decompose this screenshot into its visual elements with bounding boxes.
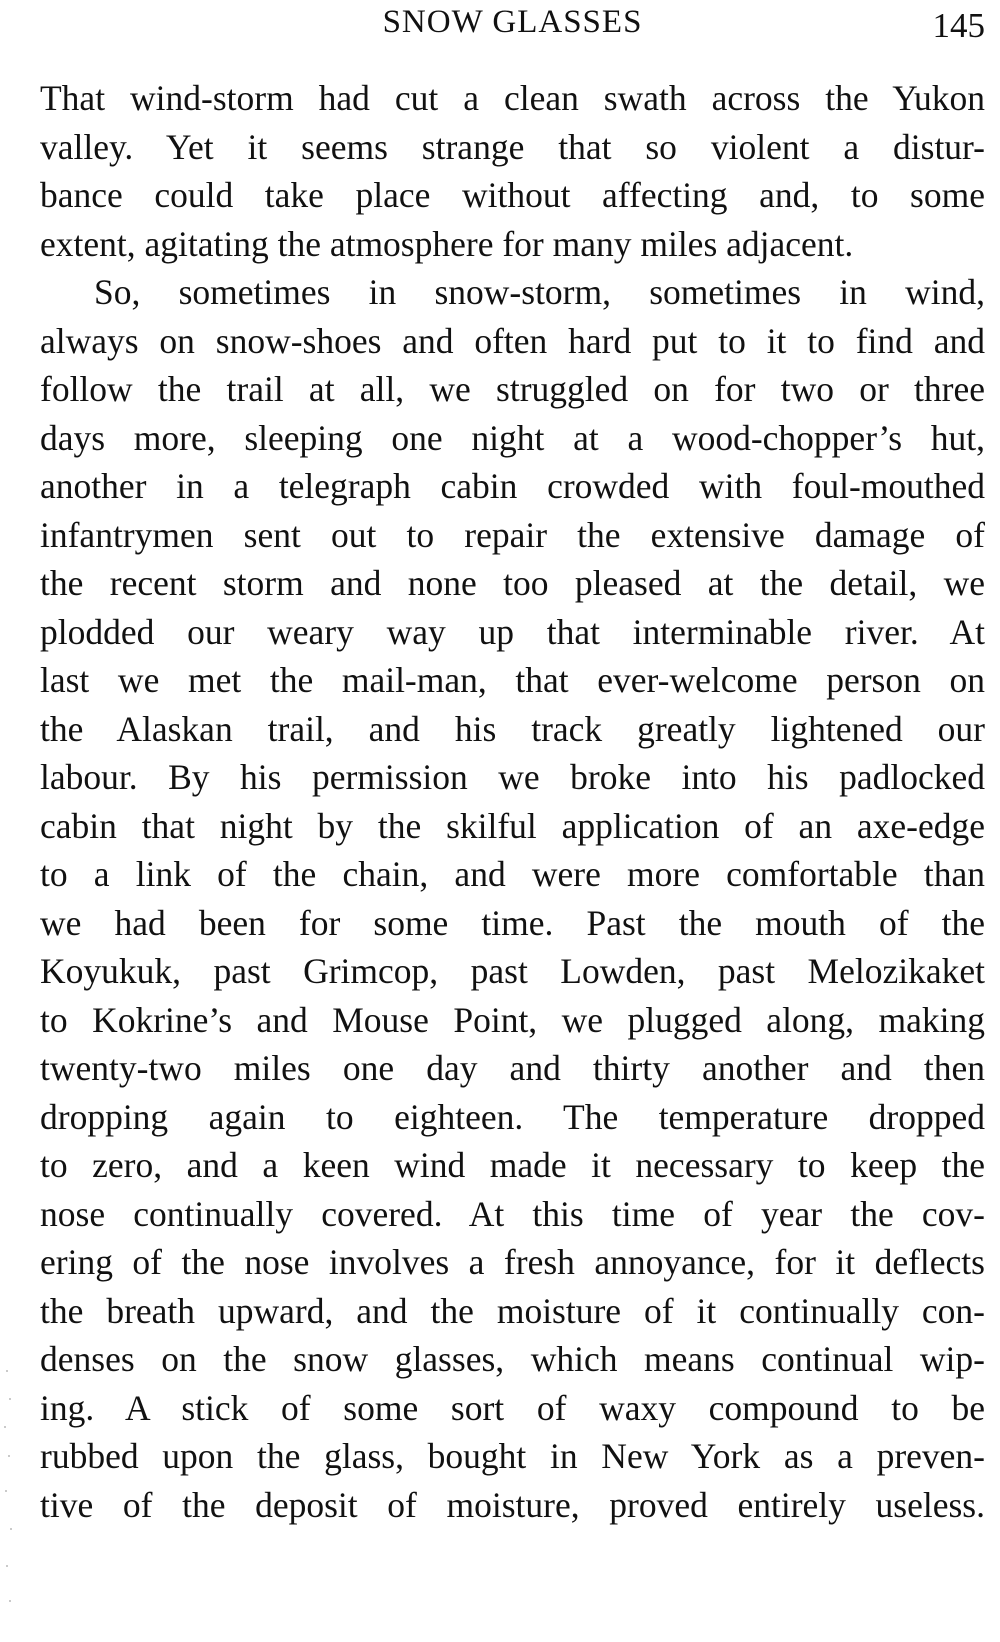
text-line: valley. Yet it seems strange that so violent a distur- xyxy=(40,126,985,167)
text-line: last we met the mail-man, that ever-welcome person on xyxy=(40,660,985,700)
text-line: extent, agitating the atmosphere for many miles adjacent. xyxy=(40,223,854,264)
text-line: the Alaskan trail, and his track greatly lightened our xyxy=(40,708,985,749)
text-line: labour. By his permission we broke into his padlocked xyxy=(40,757,985,797)
text-line: always on snow-shoes and often hard put to it to find and xyxy=(40,320,985,361)
text-line: to zero, and a keen wind made it necessary to keep the xyxy=(40,1145,985,1185)
page-header xyxy=(40,0,985,52)
text-line: So, sometimes in snow-storm, sometimes in wind, xyxy=(94,272,985,312)
running-title: SNOW GLASSES xyxy=(382,4,643,40)
text-line: ing. A stick of some sort of waxy compound to be xyxy=(40,1387,985,1428)
text-line: cabin that night by the skilful application of an axe-edge xyxy=(40,805,985,846)
text-line: days more, sleeping one night at a wood-chopper’s hut, xyxy=(40,417,985,458)
text-line: to a link of the chain, and were more comfortable than xyxy=(40,854,985,894)
text-line: bance could take place without affecting and, to some xyxy=(40,175,985,215)
text-line: infantrymen sent out to repair the extensive damage of xyxy=(40,514,985,555)
text-line: the recent storm and none too pleased at the detail, we xyxy=(40,563,985,603)
text-line: denses on the snow glasses, which means continual wip- xyxy=(40,1339,985,1379)
text-line: ering of the nose involves a fresh annoyance, for it deflects xyxy=(40,1242,985,1282)
text-line: rubbed upon the glass, bought in New York as a preven- xyxy=(40,1436,985,1476)
text-line: we had been for some time. Past the mouth of the xyxy=(40,902,985,943)
body-text xyxy=(40,74,985,1529)
text-line: That wind-storm had cut a clean swath across the Yukon xyxy=(40,78,985,118)
text-line: dropping again to eighteen. The temperature dropped xyxy=(40,1096,985,1137)
text-line: follow the trail at all, we struggled on for two or three xyxy=(40,369,985,409)
scan-margin-specks xyxy=(0,1360,14,1620)
text-line: another in a telegraph cabin crowded with foul-mouthed xyxy=(40,466,985,506)
text-line: plodded our weary way up that interminable river. At xyxy=(40,611,985,652)
text-line: twenty-two miles one day and thirty another and then xyxy=(40,1048,985,1088)
text-line: tive of the deposit of moisture, proved entirely useless. xyxy=(40,1484,985,1525)
text-line: the breath upward, and the moisture of it continually con- xyxy=(40,1290,985,1331)
text-line: nose continually covered. At this time of year the cov- xyxy=(40,1193,985,1234)
text-line: to Kokrine’s and Mouse Point, we plugged along, making xyxy=(40,999,985,1040)
text-line: Koyukuk, past Grimcop, past Lowden, past Melozikaket xyxy=(40,951,985,991)
page-number: 145 xyxy=(932,6,985,45)
